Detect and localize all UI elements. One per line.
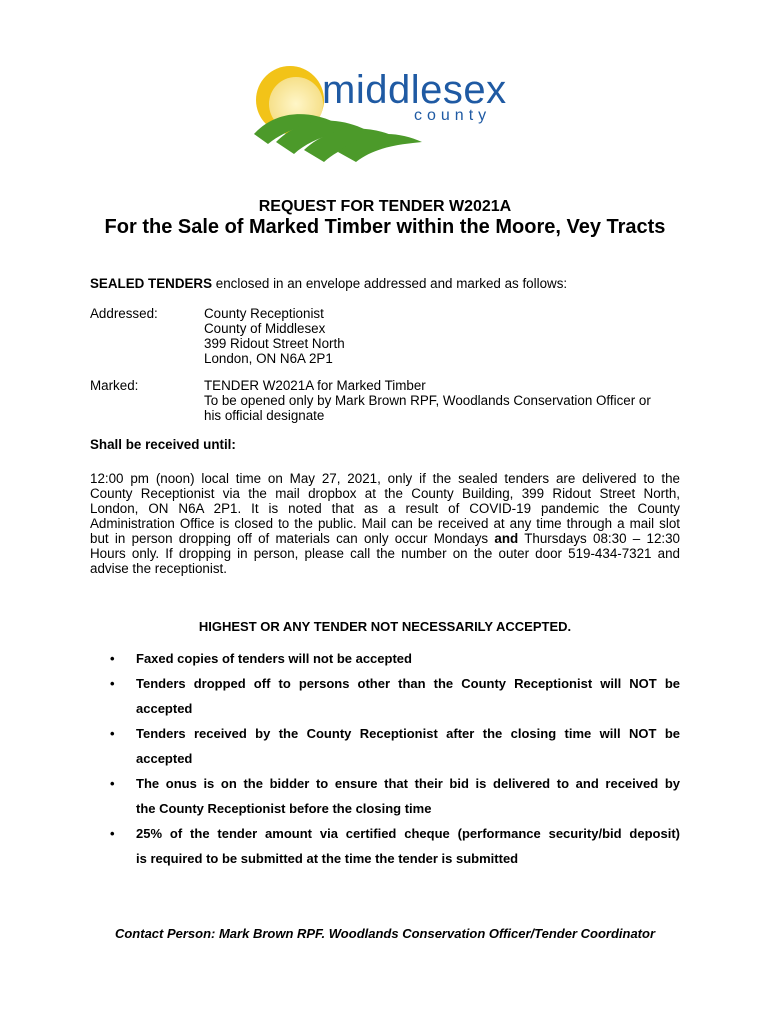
marked-block bbox=[204, 378, 682, 423]
paragraph-text: Thursdays 08:30 – 12:30 bbox=[518, 531, 681, 546]
address-line: County of Middlesex bbox=[204, 321, 326, 336]
marked-line: TENDER W2021A for Marked Timber bbox=[204, 378, 426, 393]
list-item-text: Tenders received by the County Receptionist after the closing time will NOT be bbox=[136, 726, 680, 741]
list-item-text: the County Receptionist before the closing time bbox=[136, 801, 432, 816]
list-item-text: accepted bbox=[136, 701, 193, 716]
list-item-text: accepted bbox=[136, 751, 193, 766]
paragraph-line bbox=[90, 531, 680, 546]
marked-line: To be opened only by Mark Brown RPF, Woodlands Conservation Officer or bbox=[204, 393, 651, 408]
sealed-tenders-intro bbox=[90, 276, 567, 291]
paragraph-text: but in person dropping off of materials can only occur Mondays bbox=[90, 531, 495, 546]
addressed-label: Addressed: bbox=[90, 306, 158, 321]
paragraph-line: London, ON N6A 2P1. It is noted that as a result of COVID-19 pandemic the County bbox=[90, 501, 680, 516]
list-item-text: is required to be submitted at the time the tender is submitted bbox=[136, 851, 519, 866]
list-item bbox=[90, 646, 680, 671]
list-item bbox=[90, 771, 680, 821]
paragraph-line: Hours only. If dropping in person, please call the number on the outer door 519-434-7321 and bbox=[90, 546, 680, 561]
list-item-text: Tenders dropped off to persons other than the County Receptionist will NOT be bbox=[136, 676, 680, 691]
sealed-tenders-label: SEALED TENDERS bbox=[90, 276, 213, 291]
paragraph-line: advise the receptionist. bbox=[90, 561, 227, 576]
deadline-paragraph bbox=[90, 471, 680, 576]
address-line: 399 Ridout Street North bbox=[204, 336, 345, 351]
list-item-text: The onus is on the bidder to ensure that their bid is delivered to and received by bbox=[136, 776, 680, 791]
bullet-icon: • bbox=[110, 726, 115, 741]
address-line: County Receptionist bbox=[204, 306, 324, 321]
highest-tender-notice: HIGHEST OR ANY TENDER NOT NECESSARILY ACCEPTED. bbox=[198, 619, 572, 634]
list-item-text: Faxed copies of tenders will not be accepted bbox=[136, 651, 412, 666]
bullet-icon: • bbox=[110, 776, 115, 791]
bullet-icon: • bbox=[110, 826, 115, 841]
logo-wordmark: middlesex bbox=[322, 68, 507, 112]
bullet-icon: • bbox=[110, 651, 115, 666]
paragraph-bold-and: and bbox=[494, 531, 519, 546]
document-subtitle: For the Sale of Marked Timber within the Moore, Vey Tracts bbox=[104, 216, 666, 238]
logo-county-text: county bbox=[414, 107, 492, 124]
middlesex-county-logo bbox=[246, 64, 510, 164]
list-item bbox=[90, 671, 680, 721]
paragraph-line: County Receptionist via the mail dropbox at the County Building, 399 Ridout Street North, bbox=[90, 486, 680, 501]
list-item bbox=[90, 721, 680, 771]
list-item bbox=[90, 821, 680, 871]
contact-person: Contact Person: Mark Brown RPF. Woodlands Conservation Officer/Tender Coordinator bbox=[114, 926, 656, 941]
list-item-text: 25% of the tender amount via certified cheque (performance security/bid deposit) bbox=[136, 826, 680, 841]
sealed-tenders-text: enclosed in an envelope addressed and marked as follows: bbox=[212, 276, 568, 291]
bullet-icon: • bbox=[110, 676, 115, 691]
address-line: London, ON N6A 2P1 bbox=[204, 351, 333, 366]
paragraph-line: 12:00 pm (noon) local time on May 27, 2021, only if the sealed tenders are delivered to the bbox=[90, 471, 680, 486]
addressed-block bbox=[204, 306, 345, 366]
marked-line: his official designate bbox=[204, 408, 325, 423]
paragraph-line: Administration Office is closed to the public. Mail can be received at any time through a mail slot bbox=[90, 516, 680, 531]
document-title: REQUEST FOR TENDER W2021A bbox=[258, 198, 512, 215]
conditions-list bbox=[90, 646, 680, 871]
shall-be-received-heading: Shall be received until: bbox=[90, 437, 236, 452]
marked-label: Marked: bbox=[90, 378, 139, 393]
